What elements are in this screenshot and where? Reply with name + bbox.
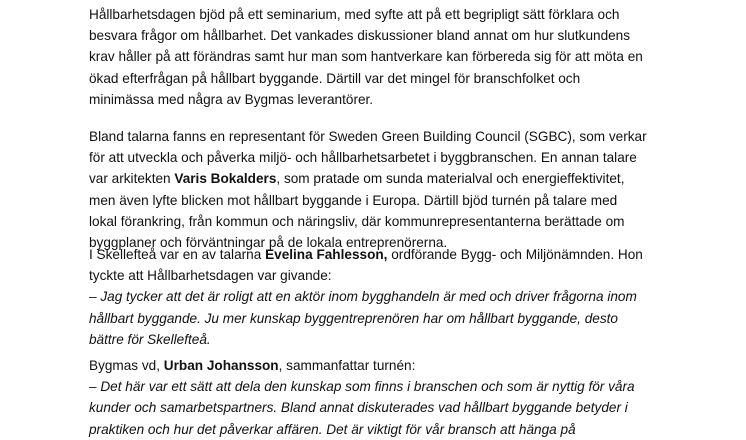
text-line	[89, 355, 635, 376]
speaker-name-evelina: Evelina Fahlesson,	[265, 247, 388, 262]
quote-line: bättre för Skellefteå.	[89, 331, 211, 347]
text-line: Hållbarhetsdagen bjöd på ett seminarium, med syfte att på ett begripligt sätt förklara och	[89, 7, 620, 22]
quote-line: praktiken och hur det påverkar affären. Det är viktigt för vår bransch att hänga på	[89, 421, 576, 437]
text-line: tyckte att Hållbarhetsdagen var givande:	[89, 268, 332, 284]
text-line: besvara frågor om hållbarhet. Det vankades diskussioner bland annat om hur slutkundens	[89, 28, 631, 44]
text-line: krav håller på att förändras samt hur man som hantverkare kan förbereda sig för att möta en	[89, 49, 643, 65]
text-line: Bland talarna fanns en representant för Sweden Green Building Council (SGBC), som verkar	[89, 129, 647, 144]
text-line: lokal förankring, från kommun och näringsliv, där kommunrepresentanterna berättade om	[89, 213, 625, 229]
paragraph-speakers	[89, 126, 647, 253]
speaker-name-urban: Urban Johansson	[163, 358, 279, 373]
text-line: för att utveckla och påverka miljö- och hållbarhetsarbetet i byggbranschen. En annan talare	[89, 150, 637, 166]
text-fragment: Bygmas vd,	[89, 358, 164, 373]
text-fragment: var arkitekten	[89, 171, 175, 187]
quote-line: hållbart byggande. Ju mer kunskap byggentreprenören har om hållbart byggande, desto	[89, 310, 618, 326]
text-fragment: ordförande Bygg- och Miljönämnden. Hon	[387, 247, 643, 262]
text-fragment: , sammanfattar turnén:	[278, 358, 416, 373]
paragraph-skelleftea	[89, 244, 643, 350]
text-line: byggplaner och förväntningar på de lokala entreprenörerna.	[89, 234, 448, 250]
text-line: men även lyfte blicken mot hållbart byggande i Europa. Därtill bjöd turnén på talare med	[89, 192, 618, 208]
paragraph-ceo-summary	[89, 355, 635, 440]
quote-line: kunder och samarbetspartners. Bland annat diskuterades vad hållbart byggande betyder i	[89, 400, 628, 416]
text-fragment: I Skellefteå var en av talarna	[89, 247, 266, 262]
text-line	[89, 244, 643, 265]
text-line: minimässa med några av Bygmas leverantörer.	[89, 91, 374, 107]
quote-line: – Jag tycker att det är roligt att en aktör inom bygghandeln är med och driver frågorna inom	[89, 289, 637, 305]
paragraph-seminar	[89, 4, 643, 110]
speaker-name-varis: Varis Bokalders	[174, 171, 277, 187]
text-fragment: , som pratade om sunda materialval och energieffektivitet,	[276, 171, 625, 187]
text-line: ökad efterfrågan på hållbart byggande. Därtill var det mingel för branschfolket och	[89, 70, 581, 86]
text-line	[89, 168, 647, 189]
quote-line: – Det här var ett sätt att dela den kunskap som finns i branschen och som är nyttig för våra	[89, 379, 635, 395]
